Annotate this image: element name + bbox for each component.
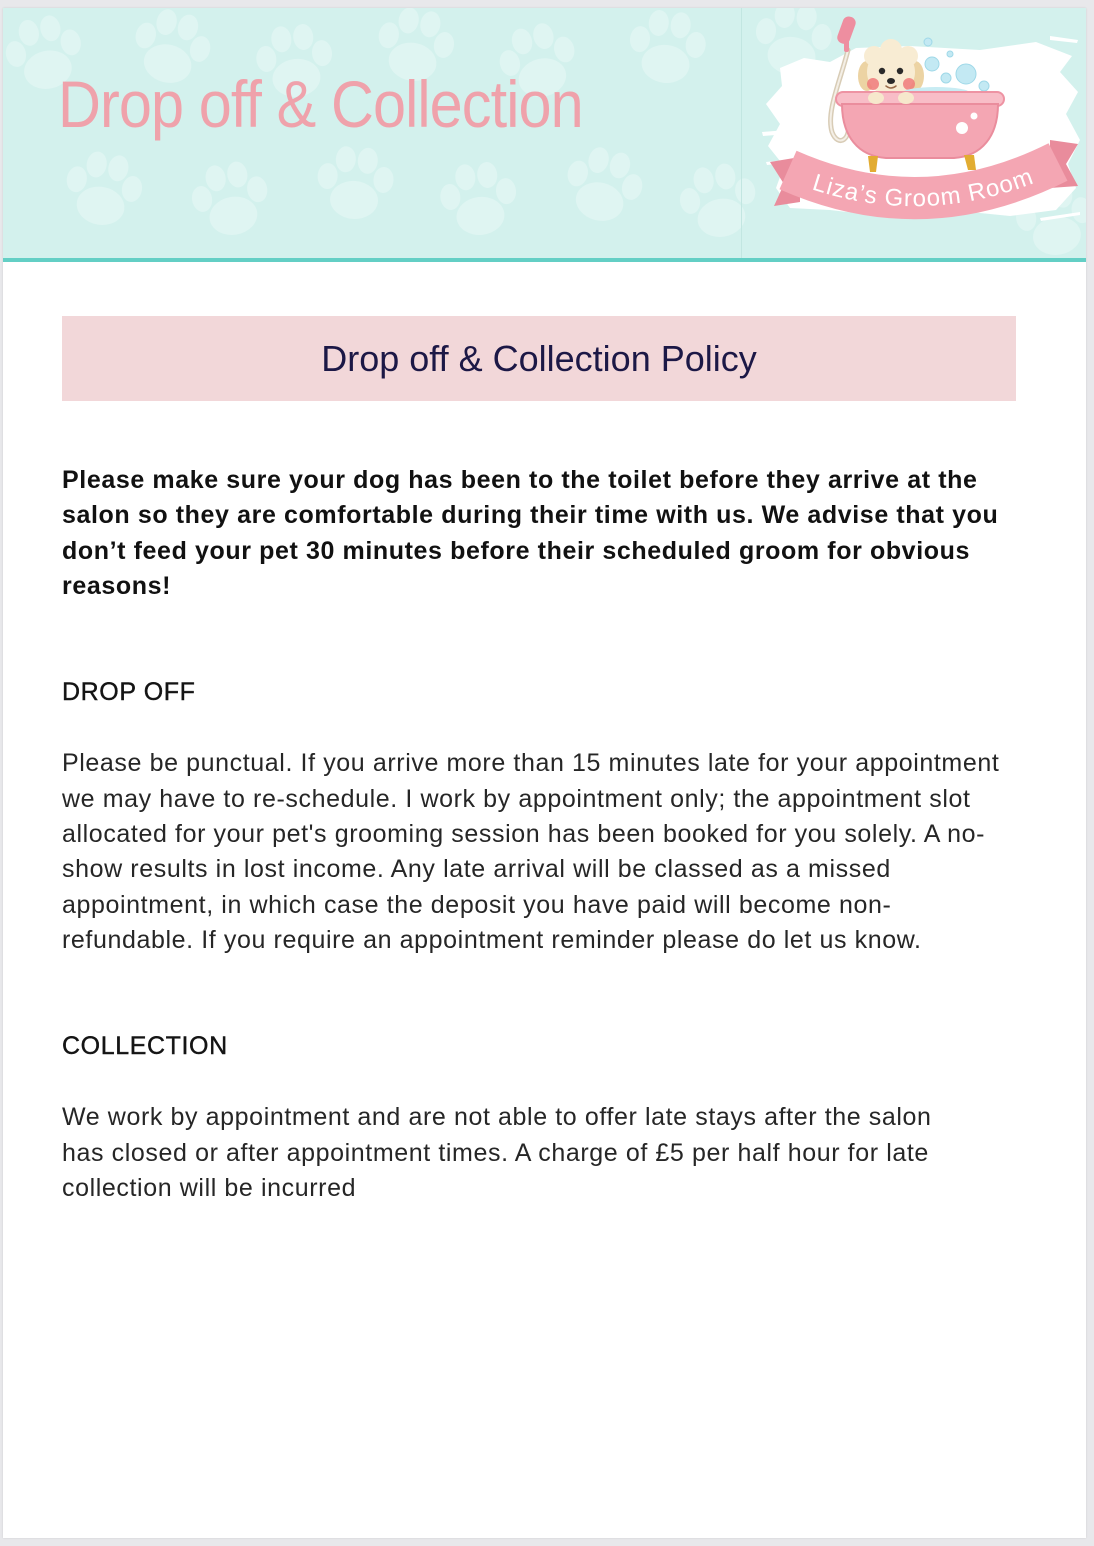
- page-header: [3, 8, 1086, 262]
- intro-paragraph: [62, 463, 1062, 605]
- collection-line: collection will be incurred: [62, 1174, 357, 1203]
- collection-line: has closed or after appointment times. A charge of £5 per half hour for late: [62, 1138, 929, 1167]
- intro-line: salon so they are comfortable during their time with us. We advise that you: [62, 501, 999, 530]
- paw-print-icon: [437, 159, 520, 239]
- shower-head-icon: [836, 15, 858, 52]
- collection-paragraph: [62, 1100, 1062, 1206]
- paw-print-icon: [60, 147, 147, 231]
- paw-print-icon: [626, 8, 709, 87]
- drop-off-paragraph: [62, 746, 1062, 958]
- document-page: [3, 8, 1086, 1538]
- intro-line: don’t feed your pet 30 minutes before their scheduled groom for obvious: [62, 536, 970, 565]
- drop-off-line: refundable. If you require an appointment reminder please do let us know.: [62, 926, 922, 955]
- drop-off-line: show results in lost income. Any late arrival will be classed as a missed: [62, 855, 891, 884]
- paw-print-icon: [315, 144, 396, 221]
- paw-print-icon: [675, 159, 762, 243]
- header-divider: [741, 8, 742, 258]
- page-title: Drop off & Collection: [58, 67, 583, 141]
- drop-off-heading: DROP OFF: [62, 678, 196, 707]
- logo-text: Liza’s Groom Room: [809, 162, 1038, 213]
- drop-off-line: allocated for your pet's grooming session has been booked for you solely. A no-: [62, 820, 986, 849]
- drop-off-line: Please be punctual. If you arrive more than 15 minutes late for your appointment: [62, 749, 1000, 778]
- drop-off-line: appointment, in which case the deposit you have paid will become non-: [62, 890, 892, 919]
- policy-content: [62, 463, 1062, 1206]
- policy-title-banner: [62, 316, 1016, 401]
- intro-line: reasons!: [62, 572, 172, 601]
- collection-heading: COLLECTION: [62, 1032, 228, 1061]
- policy-title: Drop off & Collection Policy: [321, 337, 757, 379]
- drop-off-line: we may have to re-schedule. I work by appointment only; the appointment slot: [62, 784, 971, 813]
- logo: [760, 12, 1082, 252]
- paw-print-icon: [187, 157, 274, 241]
- collection-line: We work by appointment and are not able to offer late stays after the salon: [62, 1103, 932, 1132]
- intro-line: Please make sure your dog has been to the toilet before they arrive at the: [62, 466, 978, 494]
- paw-print-icon: [558, 141, 649, 229]
